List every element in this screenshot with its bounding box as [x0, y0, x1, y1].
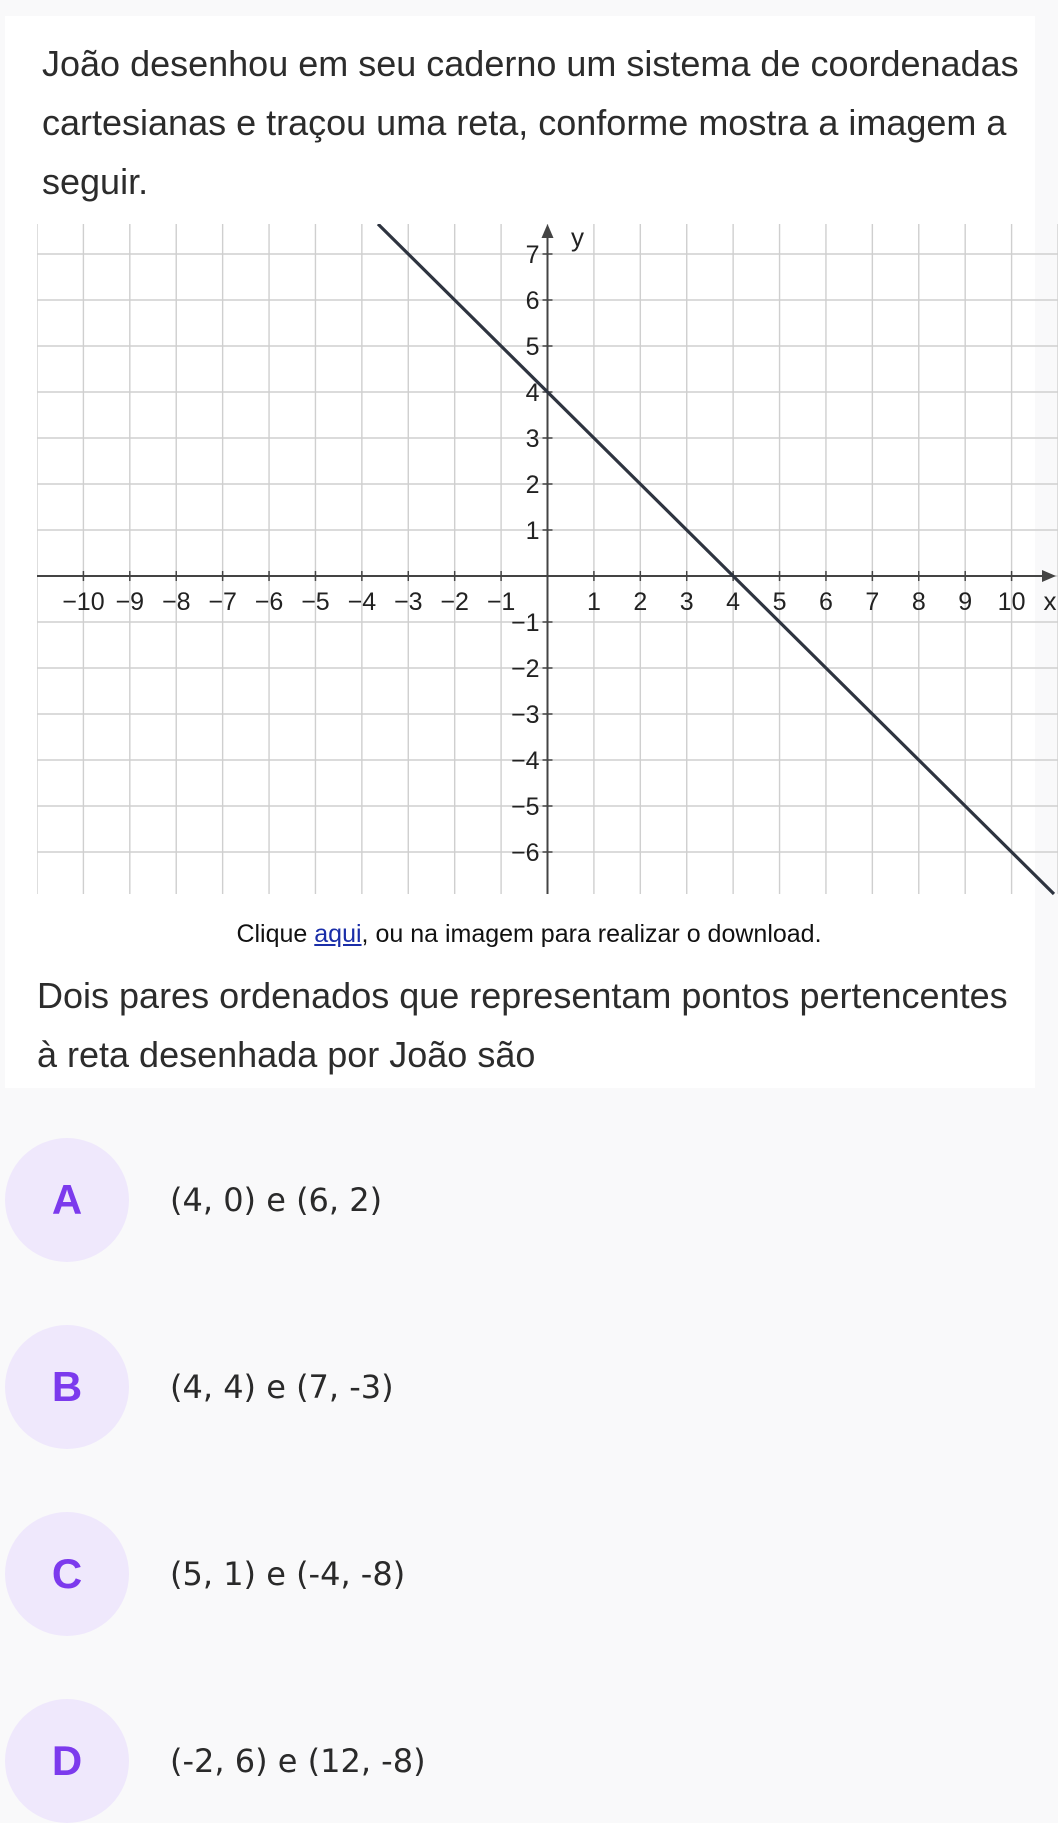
x-tick-label: 1 — [586, 588, 601, 616]
option-text: (4, 4) e (7, -3) — [170, 1368, 394, 1406]
x-tick-label: −10 — [62, 588, 105, 616]
option-a[interactable] — [5, 1138, 1045, 1262]
x-tick-label: −4 — [347, 588, 377, 616]
y-tick-label: 2 — [525, 471, 540, 499]
x-axis-arrow — [1042, 570, 1056, 582]
axes — [37, 224, 1056, 894]
x-tick-label: 5 — [772, 588, 787, 616]
series — [378, 224, 1054, 894]
cartesian-graph[interactable] — [37, 224, 1058, 904]
y-tick-label: 6 — [525, 287, 540, 315]
x-tick-label: 7 — [865, 588, 880, 616]
x-tick-label: −2 — [440, 588, 469, 616]
download-caption — [0, 920, 1058, 949]
x-tick-label: 2 — [633, 588, 648, 616]
x-tick-label: 9 — [958, 588, 973, 616]
x-tick-label: 3 — [679, 588, 694, 616]
option-d[interactable] — [5, 1699, 1045, 1823]
question-intro: João desenhou em seu caderno um sistema de coordenadas cartesianas e traçou uma reta, conforme mostra a imagem a seguir. — [42, 43, 1019, 202]
option-c[interactable] — [5, 1512, 1045, 1636]
x-tick-label: −1 — [486, 588, 516, 616]
option-text: (4, 0) e (6, 2) — [170, 1181, 383, 1219]
y-axis-label: y — [571, 224, 584, 252]
y-tick-label: 7 — [525, 241, 540, 269]
option-text: (5, 1) e (-4, -8) — [170, 1555, 406, 1593]
download-link[interactable]: aqui — [314, 920, 362, 948]
option-letter: C — [5, 1512, 129, 1636]
x-axis-label: x — [1043, 586, 1057, 616]
x-tick-label: −8 — [161, 588, 191, 616]
series-line — [378, 224, 1054, 894]
download-suffix: , ou na imagem para realizar o download. — [361, 920, 822, 948]
option-letter: B — [5, 1325, 129, 1449]
x-tick-label: 4 — [726, 588, 741, 616]
option-letter: D — [5, 1699, 129, 1823]
y-tick-label: 3 — [525, 425, 540, 453]
tick-labels — [62, 224, 1056, 867]
x-tick-label: 8 — [911, 588, 926, 616]
y-axis-arrow — [542, 224, 554, 238]
y-tick-label: −4 — [510, 747, 540, 775]
download-prefix: Clique — [236, 920, 315, 948]
option-b[interactable] — [5, 1325, 1045, 1449]
y-tick-label: −5 — [510, 793, 540, 821]
y-tick-label: −1 — [510, 609, 540, 637]
option-text: (-2, 6) e (12, -8) — [170, 1742, 426, 1780]
y-tick-label: −6 — [510, 839, 540, 867]
x-tick-label: 6 — [819, 588, 833, 616]
y-tick-label: 4 — [525, 379, 540, 407]
y-tick-label: −3 — [510, 701, 540, 729]
x-tick-label: −9 — [115, 588, 145, 616]
question-prompt: Dois pares ordenados que representam pontos pertencentes à reta desenhada por João são — [37, 975, 1008, 1075]
x-tick-label: −7 — [208, 588, 237, 616]
x-tick-label: −3 — [394, 588, 423, 616]
x-tick-label: 10 — [997, 588, 1026, 616]
x-tick-label: −6 — [254, 588, 284, 616]
option-letter: A — [5, 1138, 129, 1262]
x-tick-label: −5 — [301, 588, 330, 616]
y-tick-label: −2 — [510, 655, 540, 683]
y-tick-label: 1 — [525, 517, 540, 545]
y-tick-label: 5 — [525, 333, 540, 361]
